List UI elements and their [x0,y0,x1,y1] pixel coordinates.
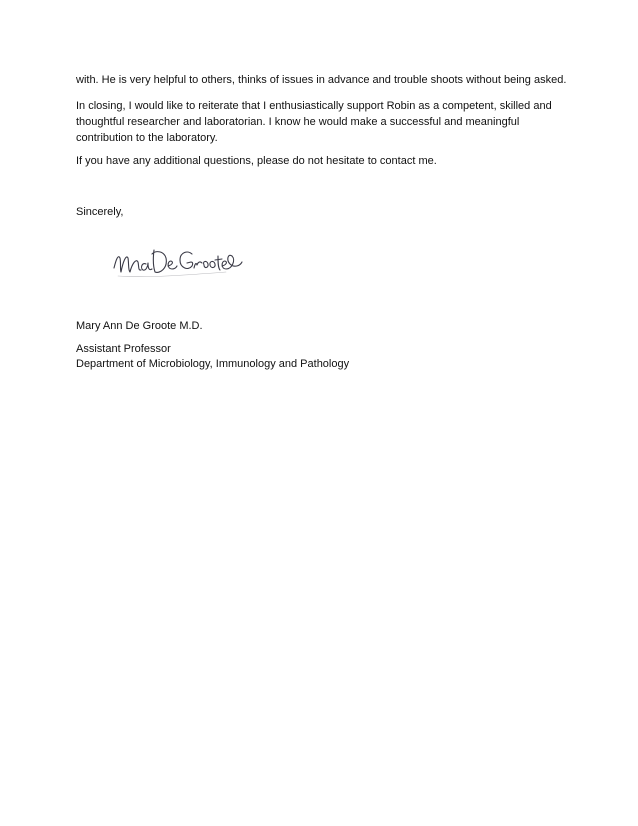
signer-title: Assistant Professor [76,343,171,355]
letter-paragraph-closing-remarks: In closing, I would like to reiterate that I enthusiastically support Robin as a competent, skilled and thoughtful researcher and laboratorian. I know he would make a successful and meaningful contribution to the laboratory. [76,100,552,144]
letter-paragraph-contact: If you have any additional questions, please do not hesitate to contact me. [76,155,437,167]
signer-department: Department of Microbiology, Immunology and Pathology [76,358,350,370]
letter-paragraph-continuation: with. He is very helpful to others, thinks of issues in advance and trouble shoots without being asked. [76,74,567,86]
signer-name: Mary Ann De Groote M.D. [76,320,203,332]
handwritten-signature [108,238,248,288]
letter-closing: Sincerely, [76,206,124,218]
signature-image [108,238,248,288]
